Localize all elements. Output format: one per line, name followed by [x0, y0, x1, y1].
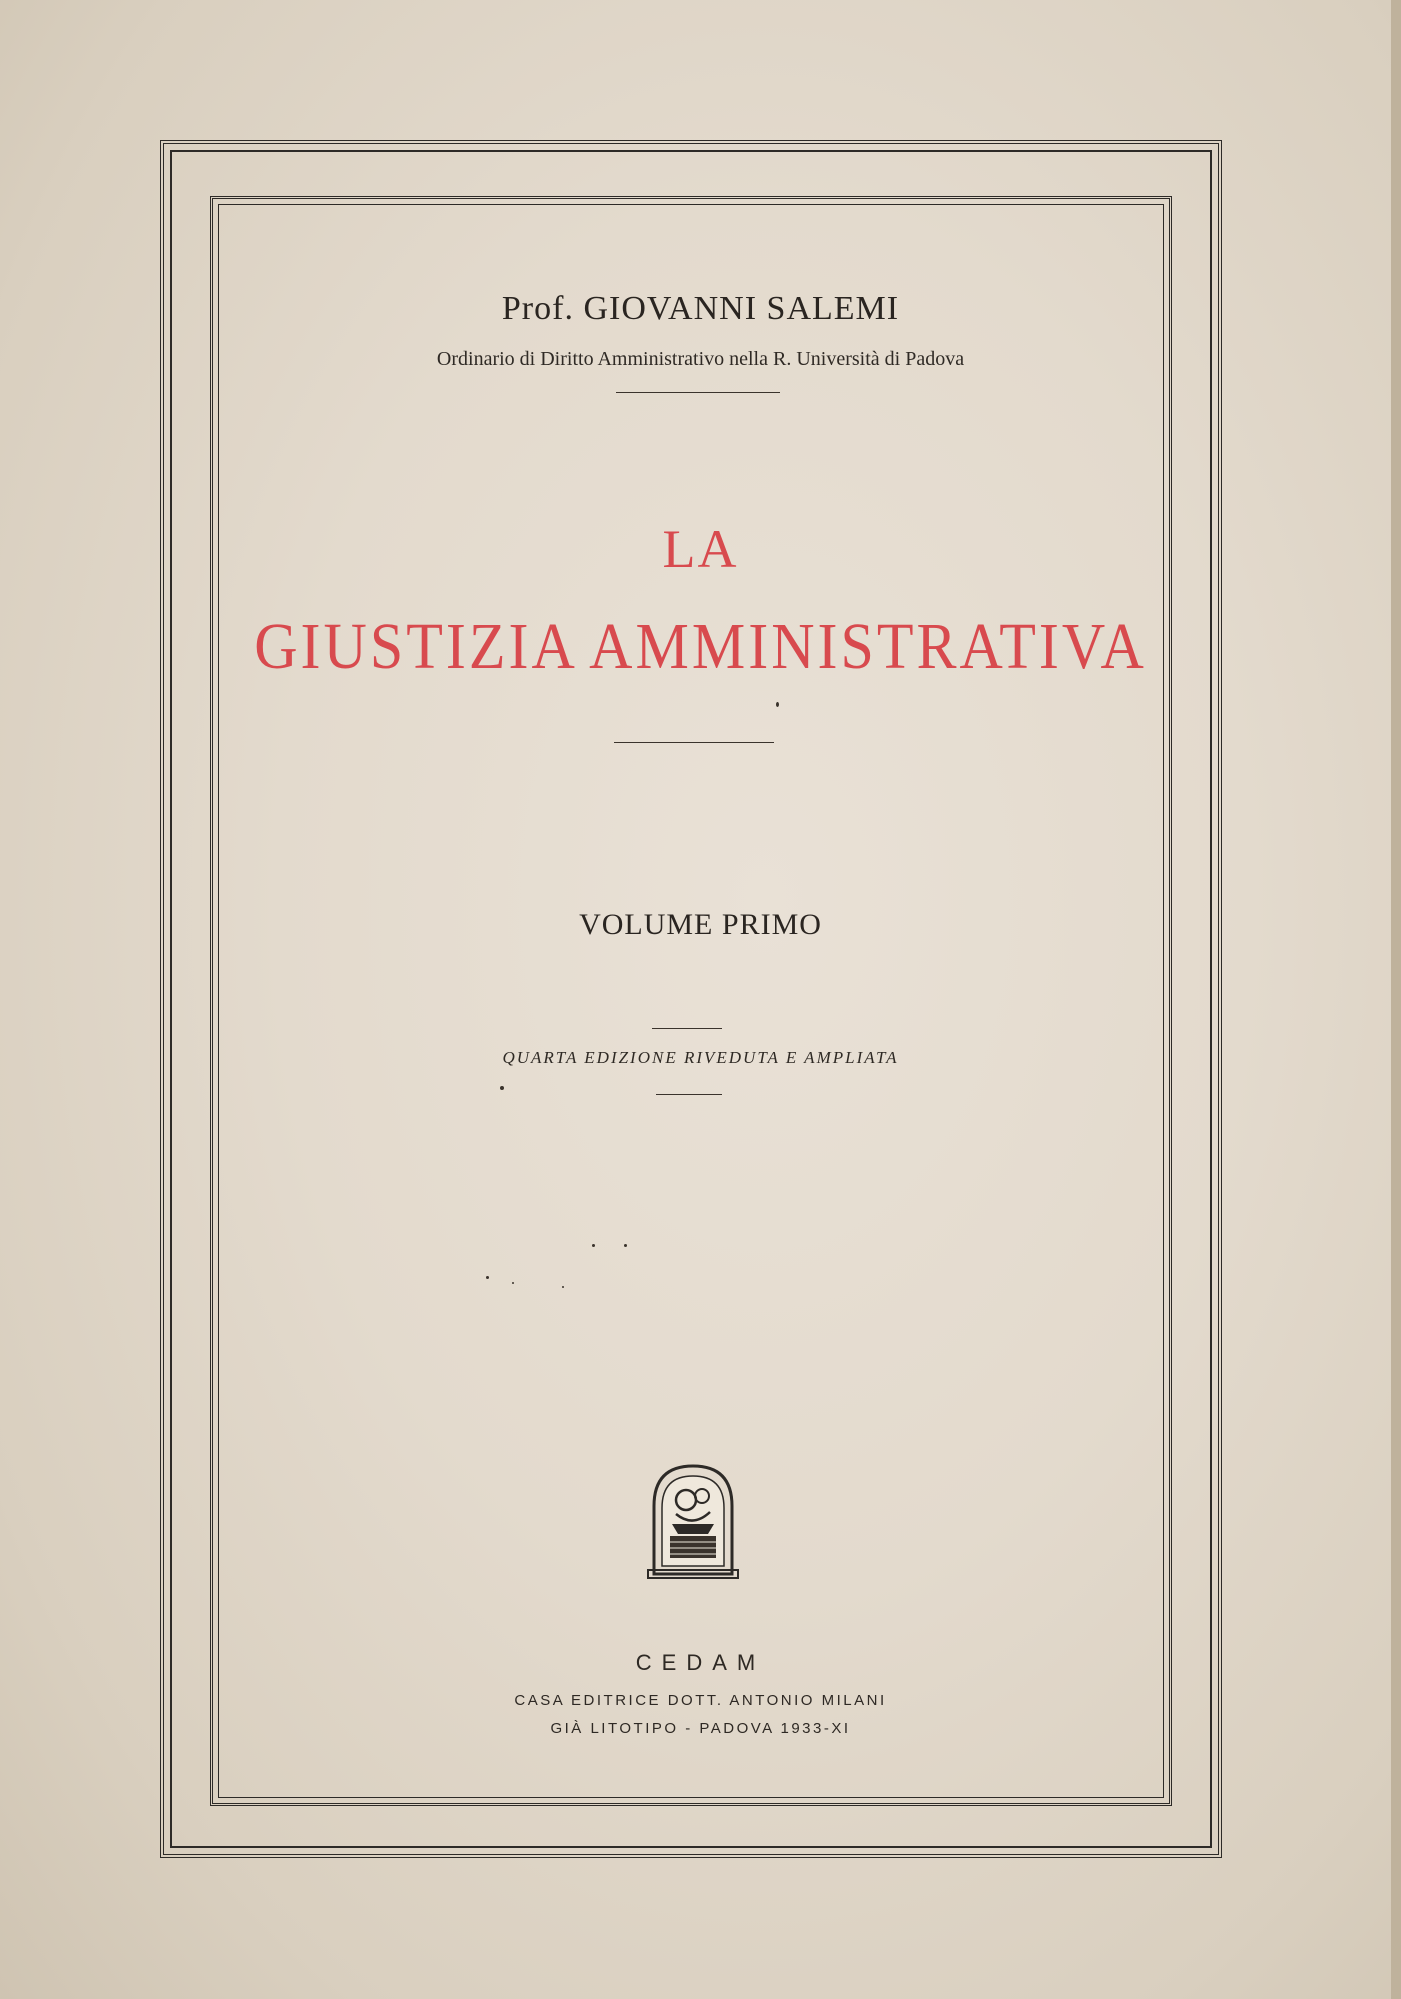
- edition-statement: QUARTA EDIZIONE RIVEDUTA E AMPLIATA: [502, 1048, 899, 1067]
- title-line-1: LA: [662, 519, 739, 579]
- ink-speck: [486, 1276, 489, 1279]
- publisher-name: CEDAM: [635, 1650, 766, 1675]
- divider-rule: [616, 392, 780, 393]
- title-line-2: GIUSTIZIA AMMINISTRATIVA: [254, 609, 1147, 683]
- ink-speck: [500, 1086, 504, 1090]
- ink-speck: [624, 1244, 627, 1247]
- volume-label: VOLUME PRIMO: [579, 908, 822, 941]
- divider-rule: [656, 1094, 722, 1095]
- publisher-address-line-2: GIÀ LITOTIPO - PADOVA 1933-XI: [550, 1720, 851, 1737]
- author-affiliation: Ordinario di Diritto Amministrativo nella R. Università di Padova: [436, 348, 965, 370]
- ink-speck: [512, 1282, 514, 1284]
- divider-rule: [652, 1028, 722, 1029]
- ink-speck: [562, 1286, 564, 1288]
- publisher-address-line-1: CASA EDITRICE DOTT. ANTONIO MILANI: [514, 1692, 887, 1709]
- ink-speck: [592, 1244, 595, 1247]
- ink-speck: [776, 702, 779, 707]
- divider-rule: [614, 742, 774, 743]
- publisher-emblem-icon: [646, 1462, 740, 1580]
- author-name: Prof. GIOVANNI SALEMI: [501, 290, 900, 327]
